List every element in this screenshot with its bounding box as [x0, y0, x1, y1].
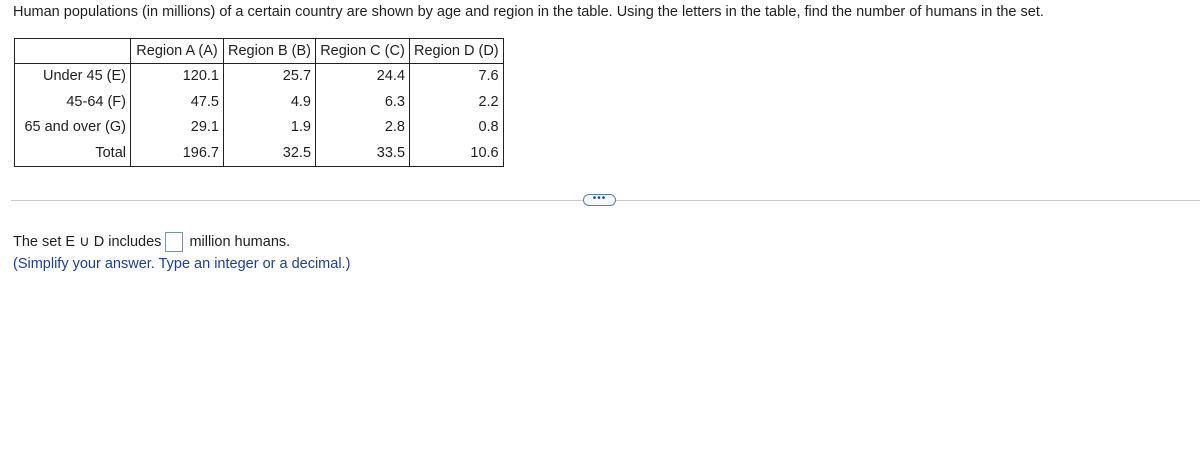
answer-input[interactable] — [165, 232, 183, 252]
question-text: Human populations (in millions) of a certain country are shown by age and region in the table. Using the letters in the table, find the number of humans in the set. — [13, 4, 1044, 20]
answer-suffix: million humans. — [189, 234, 291, 250]
table-cell: 196.7 — [131, 141, 224, 167]
table-cell: 1.9 — [224, 115, 316, 141]
answer-prefix: The set E ∪ D includes — [13, 234, 162, 250]
table-row — [15, 115, 504, 141]
table-cell: 33.5 — [316, 141, 410, 167]
table-cell: 4.9 — [224, 90, 316, 116]
table-row — [15, 64, 504, 90]
table-cell: 120.1 — [131, 64, 224, 90]
table-cell: 2.8 — [316, 115, 410, 141]
answer-line — [13, 232, 290, 252]
row-label: 65 and over (G) — [15, 115, 131, 141]
table-corner-cell — [15, 39, 131, 64]
column-header-region-d: Region D (D) — [410, 39, 504, 64]
table-header-row — [15, 39, 504, 64]
table-cell: 0.8 — [410, 115, 504, 141]
table-cell: 47.5 — [131, 90, 224, 116]
row-label: Total — [15, 141, 131, 167]
column-header-region-a: Region A (A) — [131, 39, 224, 64]
table-cell: 10.6 — [410, 141, 504, 167]
population-table — [14, 38, 504, 167]
table-cell: 2.2 — [410, 90, 504, 116]
table-cell: 25.7 — [224, 64, 316, 90]
table-cell: 32.5 — [224, 141, 316, 167]
answer-hint: (Simplify your answer. Type an integer or a decimal.) — [13, 256, 351, 272]
row-label: 45-64 (F) — [15, 90, 131, 116]
column-header-region-b: Region B (B) — [224, 39, 316, 64]
table-cell: 7.6 — [410, 64, 504, 90]
table-cell: 29.1 — [131, 115, 224, 141]
table-cell: 6.3 — [316, 90, 410, 116]
table-row — [15, 90, 504, 116]
row-label: Under 45 (E) — [15, 64, 131, 90]
table-cell: 24.4 — [316, 64, 410, 90]
column-header-region-c: Region C (C) — [316, 39, 410, 64]
table-row — [15, 141, 504, 167]
more-options-button[interactable]: ••• — [583, 194, 616, 206]
